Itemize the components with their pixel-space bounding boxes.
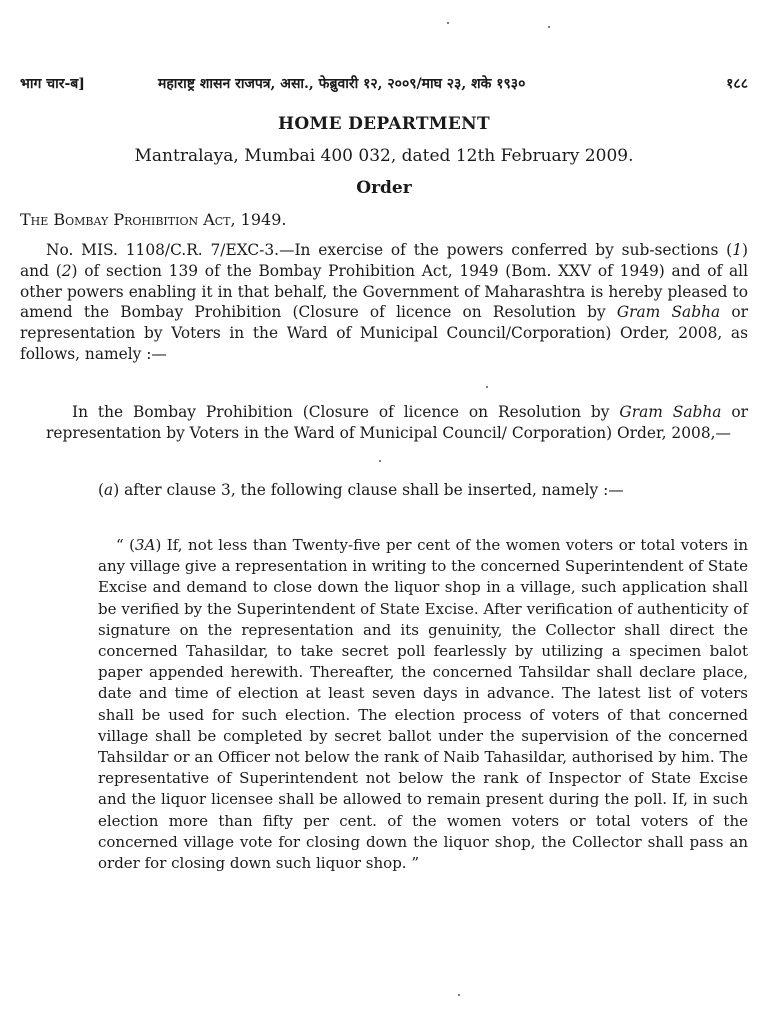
order-heading: Order bbox=[356, 178, 412, 198]
order-paragraph-amendment-intro: In the Bombay Prohibition (Closure of licence on Resolution by Gram Sabha or representation by Voters in the Ward of Municipal Council/ Corporation) Order, 2008,— bbox=[46, 403, 748, 442]
place-and-date: Mantralaya, Mumbai 400 032, dated 12th February 2009. bbox=[134, 146, 634, 166]
scan-speck bbox=[486, 386, 488, 388]
order-paragraph-clause-3a: “ (3A) If, not less than Twenty-five per cent of the women voters or total voters in any village give a representation in writing to the concerned Superintendent of State Excise and demand to close down the liquor shop in a village, such application shall be verified by the Superintendent of State Excise. After verification of authenticity of signature on the representation and its genuinity, the Collector shall direct the concerned Tahasildar, to take secret poll fearlessly by utilizing a specimen balot paper appended herewith. Thereafter, the concerned Tahsildar shall declare place, date and time of election at least seven days in advance. The latest list of voters shall be used for such election. The election process of voters of that concerned village shall be completed by secret ballot under the supervision of the concerned Tahsildar or an Officer not below the rank of Naib Tahasildar, authorised by him. The representative of Superintendent not below the rank of Inspector of State Excise and the liquor licensee shall be allowed to remain present during the poll. If, in such election more than fifty per cent. of the women voters or total voters of the concerned village vote for closing down the liquor shop, the Collector shall pass an order for closing down such liquor shop. ” bbox=[98, 536, 749, 873]
header-gazette-title: महाराष्ट्र शासन राजपत्र, असा., फेब्रुवारी १२, २००९/माघ २३, शके १९३० bbox=[158, 76, 526, 92]
order-paragraph-clause-a: (a) after clause 3, the following clause shall be inserted, namely :— bbox=[98, 481, 624, 499]
order-paragraph-preamble: No. MIS. 1108/C.R. 7/EXC-3.—In exercise of the powers conferred by sub-sections (1) and (2) of section 139 of the Bombay Prohibition Act, 1949 (Bom. XXV of 1949) and of all other powers enabling it in that behalf, the Government of Maharashtra is hereby pleased to amend the Bombay Prohibition (Closure of licence on Resolution by Gram Sabha or representation by Voters in the Ward of Municipal Council/Corporation) Order, 2008, as follows, namely :— bbox=[20, 241, 748, 363]
scan-speck bbox=[458, 994, 460, 996]
act-title: The Bombay Prohibition Act, 1949. bbox=[20, 210, 287, 229]
header-part-label: भाग चार-ब] bbox=[20, 76, 85, 92]
scan-speck bbox=[379, 460, 381, 462]
header-page-number: १८८ bbox=[726, 76, 748, 92]
department-heading: HOME DEPARTMENT bbox=[278, 114, 490, 134]
scan-speck bbox=[447, 22, 449, 24]
scan-speck bbox=[548, 26, 550, 28]
gazette-header bbox=[20, 74, 748, 96]
